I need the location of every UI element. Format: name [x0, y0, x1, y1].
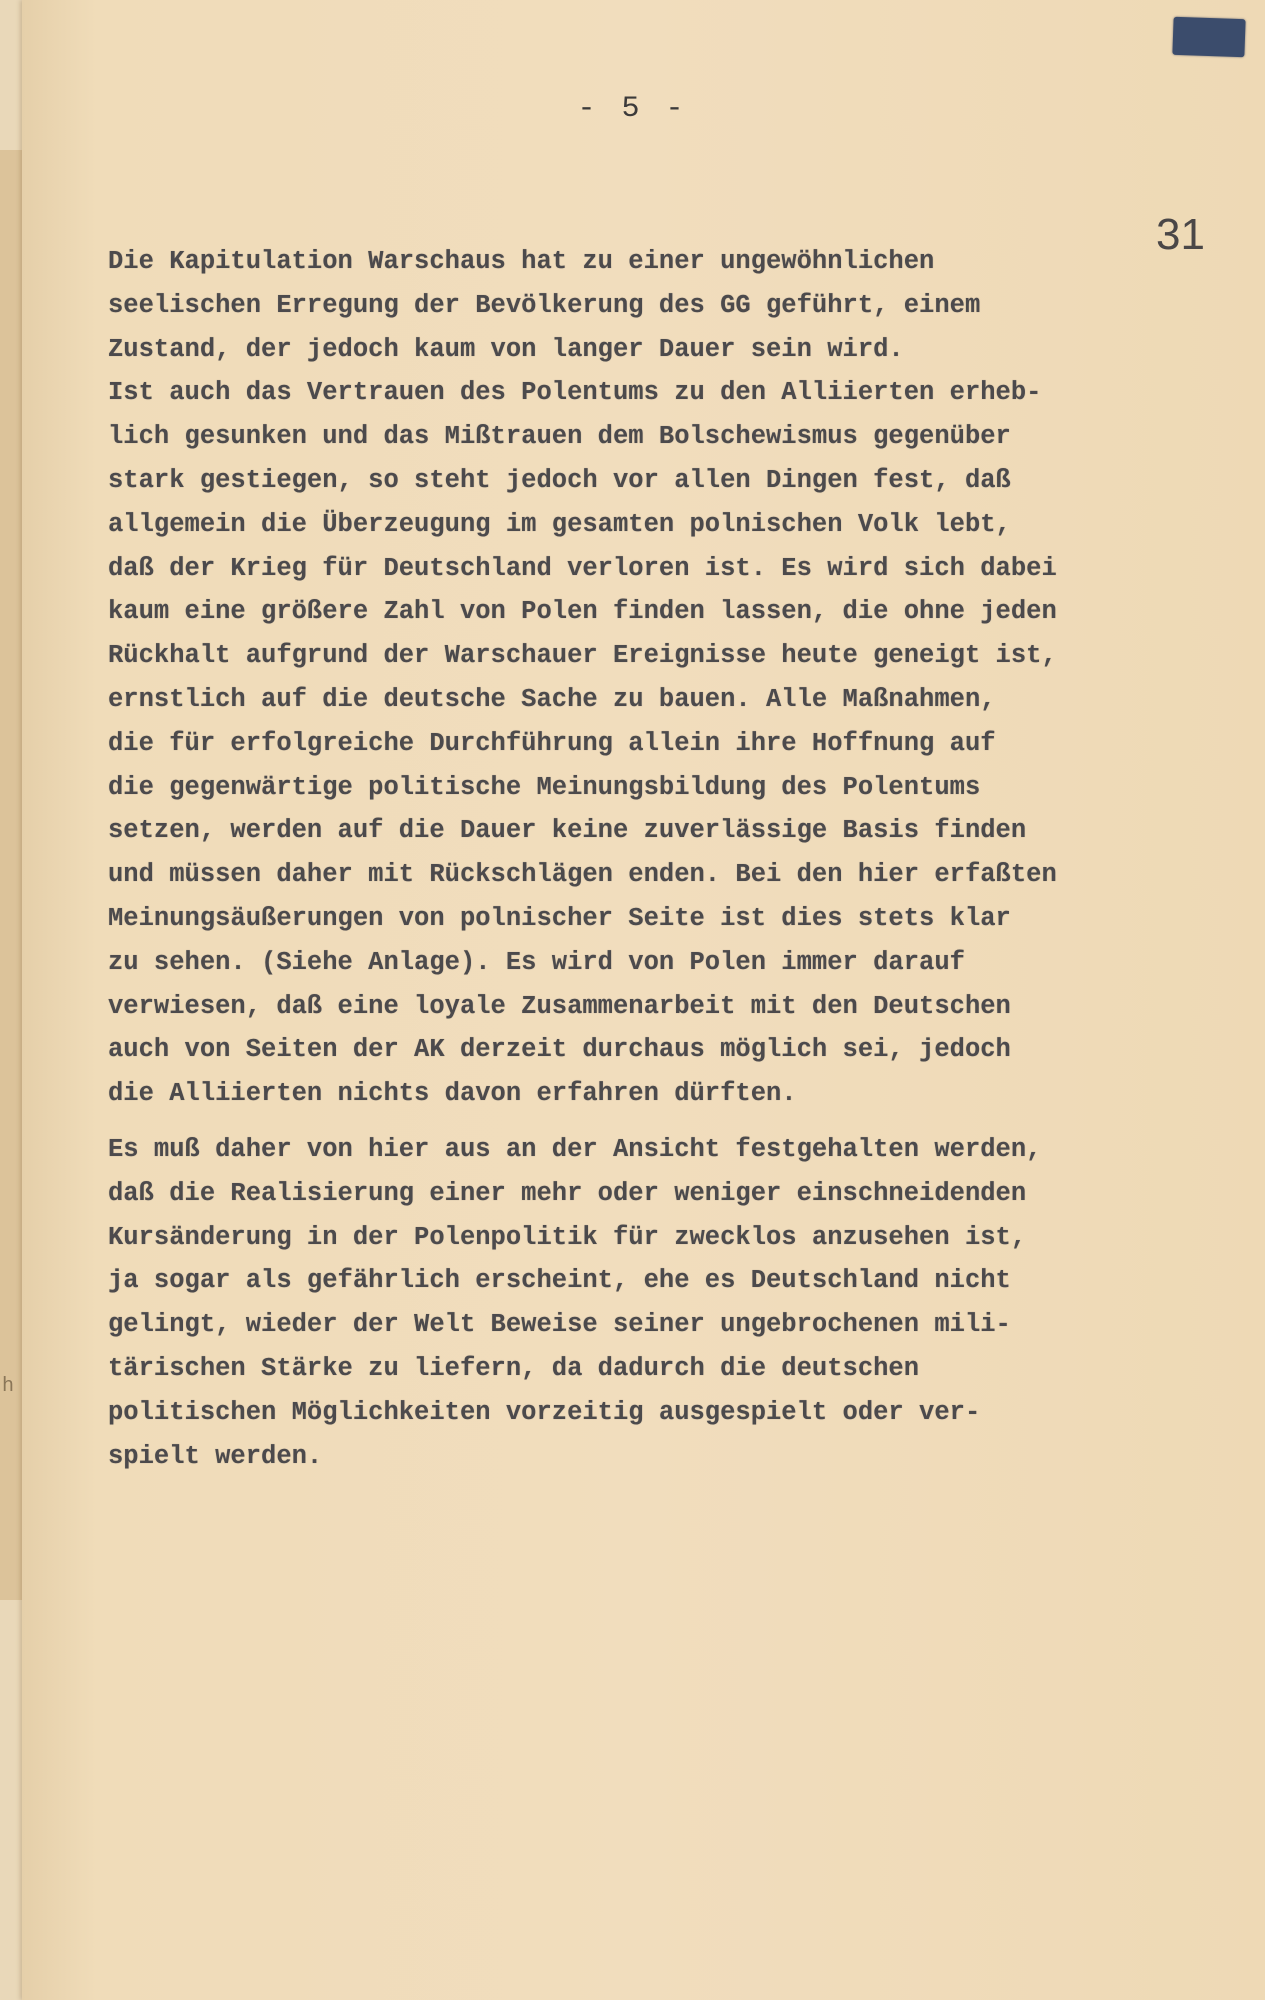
text-line: stark gestiegen, so steht jedoch vor allen Dingen fest, daß — [108, 465, 1011, 495]
text-line: Kursänderung in der Polenpolitik für zwecklos anzusehen ist, — [108, 1222, 1027, 1252]
text-line: allgemein die Überzeugung im gesamten polnischen Volk lebt, — [108, 509, 1011, 539]
text-line: tärischen Stärke zu liefern, da dadurch die deutschen — [108, 1353, 920, 1383]
text-line: Rückhalt aufgrund der Warschauer Ereignisse heute geneigt ist, — [108, 641, 1057, 671]
body-text — [108, 240, 1218, 1478]
text-line: gelingt, wieder der Welt Beweise seiner ungebrochenen mili- — [108, 1310, 1011, 1340]
text-line: lich gesunken und das Mißtrauen dem Bolschewismus gegenüber — [108, 422, 1011, 452]
text-line: die für erfolgreiche Durchführung allein ihre Hoffnung auf — [108, 728, 996, 758]
text-line: verwiesen, daß eine loyale Zusammenarbeit mit den Deutschen — [108, 991, 1011, 1021]
text-line: politischen Möglichkeiten vorzeitig ausgespielt oder ver- — [108, 1397, 981, 1427]
text-line: auch von Seiten der AK derzeit durchaus möglich sei, jedoch — [108, 1035, 1011, 1065]
archive-stamp — [1172, 17, 1245, 57]
text-line: ernstlich auf die deutsche Sache zu bauen. Alle Maßnahmen, — [108, 684, 996, 714]
text-line: setzen, werden auf die Dauer keine zuverlässige Basis finden — [108, 816, 1027, 846]
text-line: die Alliierten nichts davon erfahren dürften. — [108, 1079, 797, 1109]
text-line: Meinungsäußerungen von polnischer Seite ist dies stets klar — [108, 903, 1011, 933]
text-line: ja sogar als gefährlich erscheint, ehe es Deutschland nicht — [108, 1266, 1011, 1296]
page-number: - 5 - — [577, 92, 688, 126]
text-line: daß die Realisierung einer mehr oder weniger einschneidenden — [108, 1178, 1027, 1208]
text-line: Zustand, der jedoch kaum von langer Dauer sein wird. — [108, 334, 904, 364]
text-line: Ist auch das Vertrauen des Polentums zu den Alliierten erheb- — [108, 378, 1042, 408]
text-line: und müssen daher mit Rückschlägen enden. Bei den hier erfaßten — [108, 860, 1057, 890]
text-line: kaum eine größere Zahl von Polen finden lassen, die ohne jeden — [108, 597, 1057, 627]
text-line: daß der Krieg für Deutschland verloren ist. Es wird sich dabei — [108, 553, 1057, 583]
paragraph-gap — [108, 1116, 1218, 1128]
folio-number: 31 — [1156, 210, 1205, 259]
text-line: die gegenwärtige politische Meinungsbildung des Polentums — [108, 772, 981, 802]
adjacent-page-edge — [0, 150, 23, 1600]
edge-mark: h — [2, 1375, 15, 1398]
text-line: Es muß daher von hier aus an der Ansicht festgehalten werden, — [108, 1134, 1042, 1164]
text-line: Die Kapitulation Warschaus hat zu einer ungewöhnlichen — [108, 247, 935, 276]
text-line: seelischen Erregung der Bevölkerung des GG geführt, einem — [108, 290, 981, 320]
text-line: spielt werden. — [108, 1441, 323, 1471]
text-line: zu sehen. (Siehe Anlage). Es wird von Polen immer darauf — [108, 947, 965, 977]
